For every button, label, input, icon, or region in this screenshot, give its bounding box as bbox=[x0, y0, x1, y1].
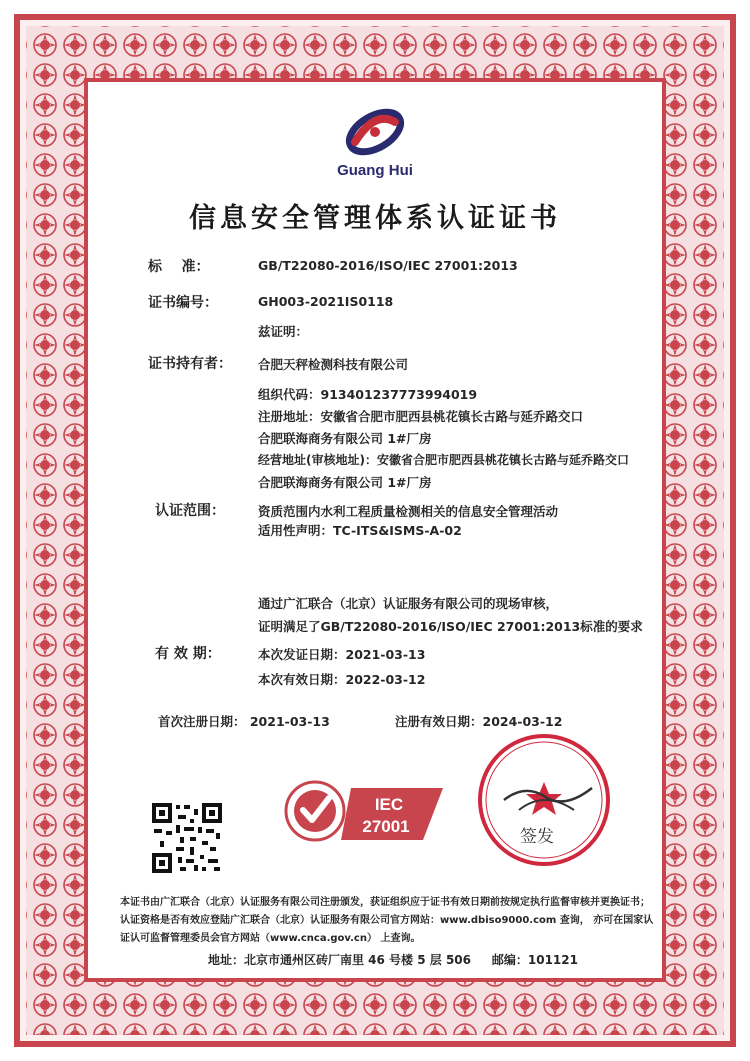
scope-line1: 资质范围内水利工程质量检测相关的信息安全管理活动 bbox=[258, 504, 559, 519]
cert-number-label: 证书编号： bbox=[148, 295, 218, 311]
scope-line2: 适用性声明：TC-ITS&ISMS-A-02 bbox=[258, 523, 462, 538]
standard-value: GB/T22080-2016/ISO/IEC 27001:2013 bbox=[258, 258, 518, 273]
iec-number: 27001 bbox=[362, 817, 410, 836]
hereby-text: 兹证明： bbox=[258, 324, 309, 339]
footer-line2: 认证资格是否有效应登陆广汇联合（北京）认证服务有限公司官方网站：www.dbiso9000.com 查询， 亦可在国家认 bbox=[120, 915, 654, 926]
footer-line1: 本证书由广汇联合（北京）认证服务有限公司注册颁发，获证组织应于证书有效日期前按规定执行监督审核并更换证书； bbox=[120, 897, 650, 908]
holder-label: 证书持有者： bbox=[148, 356, 232, 372]
sign-label: 签发 bbox=[520, 827, 554, 847]
holder-value: 合肥天秤检测科技有限公司 bbox=[258, 357, 409, 372]
iec-label: IEC bbox=[374, 795, 404, 814]
guanghui-logo-icon bbox=[335, 100, 415, 166]
footer-address: 地址：北京市通州区砖厂南里 46 号楼 5 层 506 邮编：101121 bbox=[208, 953, 578, 967]
standard-label: 标 准： bbox=[148, 259, 210, 275]
registered-address-line2: 合肥联海商务有限公司 1#厂房 bbox=[258, 431, 432, 446]
statement-line2: 证明满足了GB/T22080-2016/ISO/IEC 27001:2013标准的要求 bbox=[258, 619, 643, 634]
iec-27001-badge-icon bbox=[283, 776, 453, 846]
logo-text: Guang Hui bbox=[337, 162, 413, 179]
footer-line3: 证认可监督管理委员会官方网站（www.cnca.gov.cn） 上查询。 bbox=[120, 933, 421, 944]
first-registration-date: 首次注册日期： 2021-03-13 bbox=[158, 714, 330, 729]
statement-line1: 通过广汇联合（北京）认证服务有限公司的现场审核， bbox=[258, 596, 559, 611]
scope-label: 认证范围： bbox=[155, 503, 225, 519]
validity-label: 有 效 期： bbox=[155, 646, 221, 662]
operating-address-line2: 合肥联海商务有限公司 1#厂房 bbox=[258, 475, 432, 490]
cert-number-value: GH003-2021IS0118 bbox=[258, 294, 394, 309]
issue-date: 本次发证日期：2021-03-13 bbox=[258, 647, 426, 662]
registered-address-line1: 注册地址：安徽省合肥市肥西县桃花镇长古路与延乔路交口 bbox=[258, 409, 584, 424]
valid-date: 本次有效日期：2022-03-12 bbox=[258, 672, 426, 687]
official-seal-icon bbox=[474, 730, 614, 870]
org-code: 组织代码：913401237773994019 bbox=[258, 387, 478, 402]
certificate-title: 信息安全管理体系认证证书 bbox=[189, 203, 561, 234]
registration-valid-date: 注册有效日期：2024-03-12 bbox=[395, 714, 563, 729]
operating-address-line1: 经营地址(审核地址)：安徽省合肥市肥西县桃花镇长古路与延乔路交口 bbox=[258, 453, 629, 467]
qr-code-icon bbox=[150, 801, 224, 875]
